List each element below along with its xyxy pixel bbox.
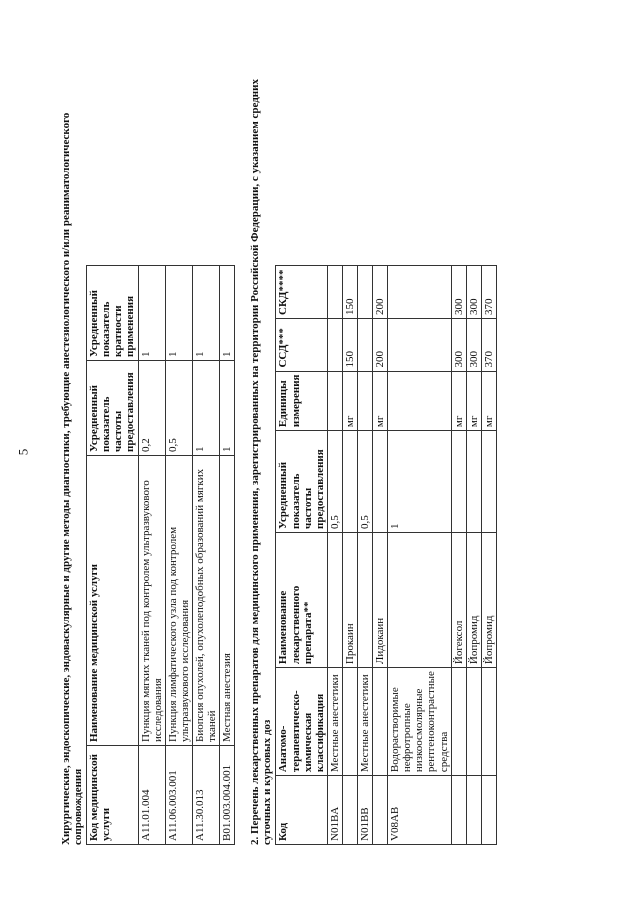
service-name-cell: Местная анестезия — [220, 456, 235, 746]
drug-name-cell: Йопромид — [481, 532, 496, 667]
services-table-header — [87, 266, 138, 845]
table-row — [220, 266, 235, 845]
ssd-cell — [388, 319, 451, 372]
table-row — [192, 266, 219, 845]
section1-title: Хирургические, эндоскопические, эндоваскулярные и другие методы диагностики, требующие анестезиологического и/или реаниматологического сопровождения — [60, 112, 85, 845]
table-row — [388, 266, 451, 845]
atc-cell — [451, 668, 466, 776]
header-code: Код — [276, 776, 327, 845]
drug-name-cell: Йопромид — [466, 532, 481, 667]
skd-cell — [357, 266, 372, 319]
code-cell — [451, 776, 466, 845]
service-name-cell: Биопсия опухолей, опухолеподобных образований мягких тканей — [192, 456, 219, 746]
service-name-cell: Пункция лимфатического узла под контролем ультразвукового исследования — [165, 456, 192, 746]
drug-name-cell: Лидокаин — [373, 532, 388, 667]
code-cell — [373, 776, 388, 845]
unit-cell: мг — [451, 371, 466, 431]
table-row — [451, 266, 466, 845]
multiplicity-cell: 1 — [220, 266, 235, 361]
frequency-cell — [481, 431, 496, 533]
code-cell: V08AB — [388, 776, 451, 845]
table-row — [165, 266, 192, 845]
service-code-cell: B01.003.004.001 — [220, 746, 235, 845]
drug-name-cell — [327, 532, 342, 667]
unit-cell: мг — [481, 371, 496, 431]
header-ssd: ССД*** — [276, 319, 327, 372]
frequency-cell — [342, 431, 357, 533]
skd-cell: 200 — [373, 266, 388, 319]
header-frequency: Усредненный показатель частоты предоставления — [87, 361, 138, 456]
frequency-cell: 0,2 — [138, 361, 165, 456]
frequency-cell: 0,5 — [165, 361, 192, 456]
table-row — [466, 266, 481, 845]
header-unit: Единицы измерения — [276, 371, 327, 431]
multiplicity-cell: 1 — [138, 266, 165, 361]
header-frequency: Усредненный показатель частоты предоставления — [276, 431, 327, 533]
frequency-cell — [466, 431, 481, 533]
services-table — [86, 265, 235, 845]
page-number: 5 — [15, 448, 31, 456]
code-cell: N01BA — [327, 776, 342, 845]
service-name-cell: Пункция мягких тканей под контролем ультразвукового исследования — [138, 456, 165, 746]
header-skd: СКД**** — [276, 266, 327, 319]
code-cell — [342, 776, 357, 845]
unit-cell: мг — [466, 371, 481, 431]
code-cell — [466, 776, 481, 845]
unit-cell: мг — [342, 371, 357, 431]
unit-cell — [327, 371, 342, 431]
service-code-cell: A11.01.004 — [138, 746, 165, 845]
table-row — [357, 266, 372, 845]
code-cell — [481, 776, 496, 845]
drugs-table-header — [276, 266, 327, 845]
ssd-cell: 300 — [466, 319, 481, 372]
atc-cell — [466, 668, 481, 776]
table-row — [327, 266, 342, 845]
drug-name-cell: Прокаин — [342, 532, 357, 667]
rotated-page-content — [60, 45, 497, 845]
skd-cell: 300 — [466, 266, 481, 319]
atc-cell: Местные анестетики — [357, 668, 372, 776]
ssd-cell: 200 — [373, 319, 388, 372]
ssd-cell — [357, 319, 372, 372]
drug-name-cell: Йогексол — [451, 532, 466, 667]
unit-cell — [388, 371, 451, 431]
ssd-cell — [327, 319, 342, 372]
atc-cell — [342, 668, 357, 776]
drugs-table — [275, 265, 497, 845]
drug-name-cell — [388, 532, 451, 667]
drug-name-cell — [357, 532, 372, 667]
multiplicity-cell: 1 — [192, 266, 219, 361]
ssd-cell: 370 — [481, 319, 496, 372]
code-cell: N01BB — [357, 776, 372, 845]
skd-cell: 370 — [481, 266, 496, 319]
service-code-cell: A11.06.003.001 — [165, 746, 192, 845]
frequency-cell: 0,5 — [327, 431, 342, 533]
service-code-cell: A11.30.013 — [192, 746, 219, 845]
atc-cell: Водорастворимые нефротропные низкоосмолярные рентгеноконтрастные средства — [388, 668, 451, 776]
ssd-cell: 300 — [451, 319, 466, 372]
header-service-name: Наименование медицинской услуги — [87, 456, 138, 746]
header-drug-name: Наименование лекарственного препарата** — [276, 532, 327, 667]
section2-title: 2. Перечень лекарственных препаратов для медицинского применения, зарегистрированных на территории Российской Федерации, с указанием средних суточных и курсовых доз — [249, 79, 274, 845]
frequency-cell: 1 — [192, 361, 219, 456]
header-multiplicity: Усредненный показатель кратности применения — [87, 266, 138, 361]
skd-cell: 300 — [451, 266, 466, 319]
ssd-cell: 150 — [342, 319, 357, 372]
frequency-cell — [373, 431, 388, 533]
table-row — [138, 266, 165, 845]
header-service-code: Код медицинской услуги — [87, 746, 138, 845]
frequency-cell: 1 — [388, 431, 451, 533]
table-row — [481, 266, 496, 845]
atc-cell — [481, 668, 496, 776]
frequency-cell: 0,5 — [357, 431, 372, 533]
table-row — [373, 266, 388, 845]
skd-cell: 150 — [342, 266, 357, 319]
skd-cell — [388, 266, 451, 319]
atc-cell — [373, 668, 388, 776]
frequency-cell: 1 — [220, 361, 235, 456]
skd-cell — [327, 266, 342, 319]
multiplicity-cell: 1 — [165, 266, 192, 361]
header-atc: Анатомо-терапевтическо-химическая классификация — [276, 668, 327, 776]
frequency-cell — [451, 431, 466, 533]
unit-cell: мг — [373, 371, 388, 431]
unit-cell — [357, 371, 372, 431]
table-row — [342, 266, 357, 845]
atc-cell: Местные анестетики — [327, 668, 342, 776]
